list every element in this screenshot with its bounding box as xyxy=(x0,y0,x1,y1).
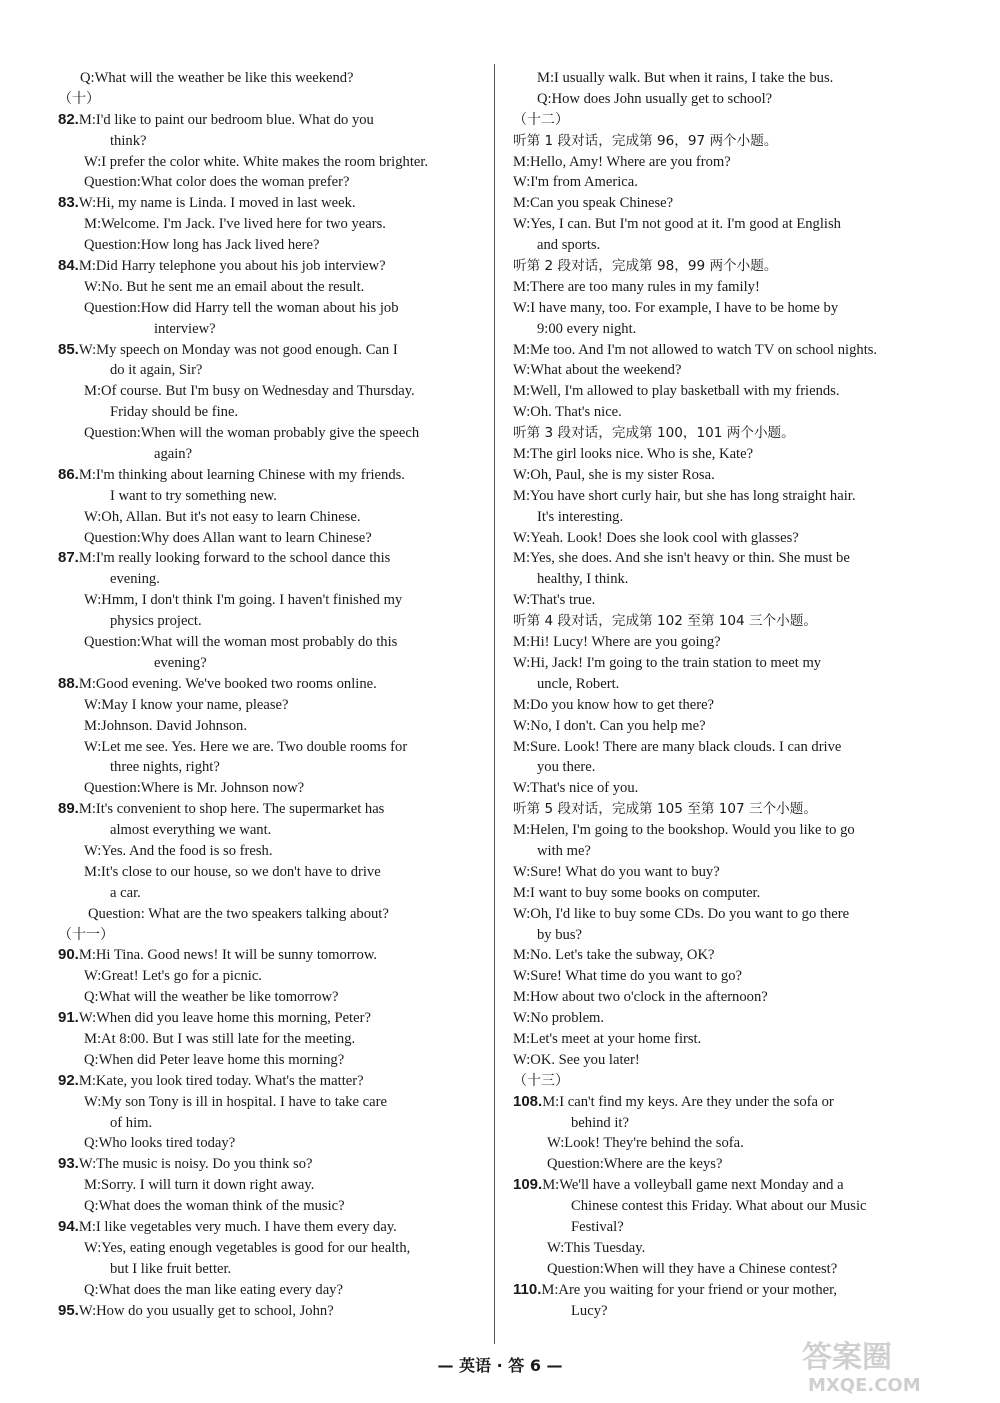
text-line xyxy=(58,68,483,89)
line-text: Question:What will the woman most probably do this xyxy=(84,634,398,651)
text-line xyxy=(58,1029,483,1050)
line-text: M:Hi! Lucy! Where are you going? xyxy=(513,634,721,651)
text-line xyxy=(513,110,943,131)
text-line xyxy=(513,444,943,465)
line-text: W:My speech on Monday was not good enough. Can I xyxy=(78,341,398,358)
line-text: 听第 4 段对话，完成第 102 至第 104 三个小题。 xyxy=(513,613,817,630)
line-text: I want to try something new. xyxy=(110,487,277,504)
text-line xyxy=(513,256,943,277)
line-text: Q:What does the man like eating every day? xyxy=(84,1281,343,1298)
right-column xyxy=(513,68,943,1321)
text-line xyxy=(58,298,483,319)
line-text: W:Yes. And the food is so fresh. xyxy=(84,842,273,859)
text-line xyxy=(58,340,483,361)
column-divider xyxy=(494,64,495,1344)
line-text: W:Yeah. Look! Does she look cool with glasses? xyxy=(513,529,799,546)
text-line xyxy=(513,1196,943,1217)
text-line xyxy=(513,820,943,841)
question-number: 89. xyxy=(58,800,79,818)
text-line xyxy=(513,1071,943,1092)
question-number: 85. xyxy=(58,340,79,358)
watermark-sub: MXQE.COM xyxy=(808,1375,921,1395)
text-line xyxy=(58,590,483,611)
text-line xyxy=(513,904,943,925)
line-text: almost everything we want. xyxy=(110,822,272,839)
text-line xyxy=(513,548,943,569)
line-text: Chinese contest this Friday. What about our Music xyxy=(571,1198,867,1215)
text-line xyxy=(58,716,483,737)
line-text: W:Oh, Paul, she is my sister Rosa. xyxy=(513,466,715,483)
text-line xyxy=(513,674,943,695)
line-text: Question:Why does Allan want to learn Chinese? xyxy=(84,529,372,546)
line-text: W:Oh. That's nice. xyxy=(513,404,622,421)
line-text: M:How about two o'clock in the afternoon? xyxy=(513,989,768,1006)
line-text: 听第 3 段对话，完成第 100，101 两个小题。 xyxy=(513,425,795,442)
line-text: Q:What will the weather be like this weekend? xyxy=(80,70,354,86)
text-line xyxy=(58,1175,483,1196)
text-line xyxy=(58,1050,483,1071)
text-line xyxy=(58,1238,483,1259)
line-text: do it again, Sir? xyxy=(110,362,203,379)
line-text: M:We'll have a volleyball game next Monday and a xyxy=(542,1177,844,1194)
text-line xyxy=(58,548,483,569)
question-number: 86. xyxy=(58,465,79,483)
line-text: behind it? xyxy=(571,1114,629,1131)
line-text: W:Yes, I can. But I'm not good at it. I'm good at English xyxy=(513,216,841,233)
line-text: W:Hi, Jack! I'm going to the train station to meet my xyxy=(513,654,822,671)
text-line xyxy=(513,360,943,381)
text-line xyxy=(513,528,943,549)
line-text: but I like fruit better. xyxy=(110,1260,232,1277)
line-text: W:Great! Let's go for a picnic. xyxy=(84,968,262,985)
text-line xyxy=(58,402,483,423)
text-line xyxy=(513,423,943,444)
text-line xyxy=(58,381,483,402)
text-line xyxy=(58,423,483,444)
line-text: W:May I know your name, please? xyxy=(84,696,289,713)
text-line xyxy=(58,611,483,632)
text-line xyxy=(58,820,483,841)
text-line xyxy=(58,256,483,277)
text-line xyxy=(58,152,483,173)
question-number: 95. xyxy=(58,1301,79,1319)
line-text: M:I can't find my keys. Are they under the sofa or xyxy=(542,1093,834,1110)
text-line xyxy=(513,841,943,862)
line-text: M:No. Let's take the subway, OK? xyxy=(513,947,715,964)
line-text: M:I'd like to paint our bedroom blue. What do you xyxy=(78,111,374,128)
text-line xyxy=(58,277,483,298)
text-line xyxy=(58,89,483,110)
line-text: W:That's nice of you. xyxy=(513,780,639,797)
line-text: W:That's true. xyxy=(513,592,596,609)
line-text: Friday should be fine. xyxy=(110,404,239,421)
text-line xyxy=(513,214,943,235)
text-line xyxy=(58,1217,483,1238)
text-line xyxy=(58,862,483,883)
text-line xyxy=(513,737,943,758)
line-text: W:No problem. xyxy=(513,1010,605,1027)
text-line xyxy=(513,1259,943,1280)
line-text: and sports. xyxy=(537,237,601,254)
line-text: three nights, right? xyxy=(110,759,220,776)
line-text: W:What about the weekend? xyxy=(513,362,682,379)
text-line xyxy=(58,486,483,507)
line-text: W:No, I don't. Can you help me? xyxy=(513,717,706,734)
text-line xyxy=(513,799,943,820)
text-line xyxy=(58,799,483,820)
line-text: W:Sure! What time do you want to go? xyxy=(513,968,742,985)
text-line xyxy=(513,1280,943,1301)
line-text: think? xyxy=(110,132,147,149)
text-line xyxy=(513,465,943,486)
line-text: M:Let's meet at your home first. xyxy=(513,1030,702,1047)
line-text: W:Yes, eating enough vegetables is good for our health, xyxy=(84,1239,411,1256)
text-line xyxy=(513,1301,943,1322)
text-line xyxy=(58,1154,483,1175)
line-text: M:You have short curly hair, but she has long straight hair. xyxy=(513,487,856,504)
line-text: W:OK. See you later! xyxy=(513,1051,640,1068)
line-text: M:I'm really looking forward to the school dance this xyxy=(78,550,391,567)
text-line xyxy=(58,945,483,966)
text-line xyxy=(58,1196,483,1217)
line-text: evening? xyxy=(154,654,207,671)
line-text: Question:Where are the keys? xyxy=(547,1156,723,1173)
line-text: M:Are you waiting for your friend or your mother, xyxy=(541,1281,838,1298)
text-line xyxy=(58,507,483,528)
line-text: Question:How long has Jack lived here? xyxy=(84,237,320,254)
question-number: 93. xyxy=(58,1155,79,1173)
text-line xyxy=(513,152,943,173)
line-text: M:I usually walk. But when it rains, I take the bus. xyxy=(537,70,834,86)
left-column xyxy=(58,68,483,1321)
line-text: Question:When will they have a Chinese contest? xyxy=(547,1260,838,1277)
line-text: again? xyxy=(154,446,193,463)
line-text: by bus? xyxy=(537,926,582,943)
text-line xyxy=(513,883,943,904)
line-text: Question:When will the woman probably give the speech xyxy=(84,425,420,442)
line-text: Q:What will the weather be like tomorrow? xyxy=(84,989,339,1006)
text-line xyxy=(58,465,483,486)
line-text: M:Well, I'm allowed to play basketball with my friends. xyxy=(513,383,840,400)
text-line xyxy=(513,1050,943,1071)
line-text: of him. xyxy=(110,1114,153,1131)
line-text: Question:How did Harry tell the woman about his job xyxy=(84,299,399,316)
text-line xyxy=(513,89,943,110)
line-text: M:I'm thinking about learning Chinese with my friends. xyxy=(78,466,405,483)
text-line xyxy=(513,1113,943,1134)
text-line xyxy=(513,1008,943,1029)
text-line xyxy=(58,674,483,695)
line-text: M:Johnson. David Johnson. xyxy=(84,717,247,734)
question-number: 88. xyxy=(58,674,79,692)
line-text: （十二） xyxy=(513,111,569,128)
line-text: M:Of course. But I'm busy on Wednesday and Thursday. xyxy=(84,383,415,400)
line-text: Q:Who looks tired today? xyxy=(84,1135,236,1152)
text-line xyxy=(58,319,483,340)
line-text: M:Helen, I'm going to the bookshop. Would you like to go xyxy=(513,822,855,839)
question-number: 94. xyxy=(58,1217,79,1235)
line-text: M:The girl looks nice. Who is she, Kate? xyxy=(513,446,754,463)
line-text: W:I prefer the color white. White makes the room brighter. xyxy=(84,153,429,170)
watermark-text: 答案圈 xyxy=(802,1340,892,1375)
line-text: M:At 8:00. But I was still late for the meeting. xyxy=(84,1030,356,1047)
line-text: It's interesting. xyxy=(537,508,624,525)
line-text: M:I like vegetables very much. I have them every day. xyxy=(78,1218,397,1235)
line-text: 9:00 every night. xyxy=(537,320,637,337)
line-text: healthy, I think. xyxy=(537,571,629,588)
text-line xyxy=(513,611,943,632)
line-text: W:Oh, I'd like to buy some CDs. Do you want to go there xyxy=(513,905,850,922)
text-line xyxy=(58,966,483,987)
text-line xyxy=(58,214,483,235)
line-text: M:Sorry. I will turn it down right away. xyxy=(84,1177,315,1194)
text-line xyxy=(58,737,483,758)
line-text: a car. xyxy=(110,884,141,901)
line-text: M:Me too. And I'm not allowed to watch TV on school nights. xyxy=(513,341,878,358)
line-text: M:Welcome. I'm Jack. I've lived here for two years. xyxy=(84,216,386,233)
text-line xyxy=(513,653,943,674)
text-line xyxy=(58,653,483,674)
line-text: M:It's close to our house, so we don't have to drive xyxy=(84,863,381,880)
line-text: Lucy? xyxy=(571,1302,608,1319)
text-line xyxy=(58,1092,483,1113)
text-line xyxy=(513,862,943,883)
line-text: physics project. xyxy=(110,613,202,630)
text-line xyxy=(58,1133,483,1154)
text-line xyxy=(58,360,483,381)
text-line xyxy=(58,569,483,590)
line-text: W:This Tuesday. xyxy=(547,1239,646,1256)
text-line xyxy=(58,987,483,1008)
line-text: M:Can you speak Chinese? xyxy=(513,195,674,212)
text-line xyxy=(58,632,483,653)
line-text: M:I want to buy some books on computer. xyxy=(513,884,761,901)
question-number: 83. xyxy=(58,194,79,212)
line-text: M:Do you know how to get there? xyxy=(513,696,715,713)
line-text: M:Hello, Amy! Where are you from? xyxy=(513,153,731,170)
line-text: W:My son Tony is ill in hospital. I have to take care xyxy=(84,1093,387,1110)
text-line xyxy=(513,131,943,152)
text-line xyxy=(58,1113,483,1134)
text-line xyxy=(58,1071,483,1092)
line-text: W:I'm from America. xyxy=(513,174,638,191)
text-line xyxy=(513,1029,943,1050)
line-text: Question: What are the two speakers talking about? xyxy=(88,905,389,922)
line-text: evening. xyxy=(110,571,160,588)
text-line xyxy=(513,340,943,361)
watermark-logo xyxy=(798,1333,988,1395)
line-text: 听第 5 段对话，完成第 105 至第 107 三个小题。 xyxy=(513,801,817,818)
question-number: 110. xyxy=(513,1280,542,1298)
line-text: W:Hmm, I don't think I'm going. I haven't finished my xyxy=(84,592,403,609)
line-text: M:There are too many rules in my family! xyxy=(513,278,760,295)
line-text: W:How do you usually get to school, John? xyxy=(78,1302,334,1319)
text-line xyxy=(513,987,943,1008)
text-line xyxy=(513,402,943,423)
question-number: 90. xyxy=(58,946,79,964)
text-line xyxy=(58,193,483,214)
text-line xyxy=(513,716,943,737)
line-text: Festival? xyxy=(571,1218,624,1235)
text-line xyxy=(513,298,943,319)
line-text: Q:How does John usually get to school? xyxy=(537,90,773,107)
text-line xyxy=(513,1154,943,1175)
text-line xyxy=(58,1280,483,1301)
text-line xyxy=(513,193,943,214)
line-text: W:Oh, Allan. But it's not easy to learn Chinese. xyxy=(84,508,361,525)
line-text: with me? xyxy=(537,842,591,859)
question-number: 92. xyxy=(58,1071,79,1089)
text-line xyxy=(513,68,943,89)
line-text: W:Hi, my name is Linda. I moved in last week. xyxy=(78,195,356,212)
text-line xyxy=(513,925,943,946)
line-text: （十） xyxy=(58,90,100,107)
line-text: （十三） xyxy=(513,1072,569,1089)
text-line xyxy=(513,507,943,528)
text-line xyxy=(58,1008,483,1029)
line-text: W:I have many, too. For example, I have to be home by xyxy=(513,299,839,316)
text-line xyxy=(58,528,483,549)
text-line xyxy=(58,110,483,131)
question-number: 84. xyxy=(58,257,79,275)
text-line xyxy=(58,778,483,799)
text-line xyxy=(513,590,943,611)
text-line xyxy=(58,841,483,862)
line-text: M:Good evening. We've booked two rooms online. xyxy=(78,675,377,692)
line-text: interview? xyxy=(154,320,216,337)
text-line xyxy=(513,778,943,799)
text-line xyxy=(513,1092,943,1113)
line-text: W:Let me see. Yes. Here we are. Two double rooms for xyxy=(84,738,408,755)
text-line xyxy=(58,1259,483,1280)
line-text: uncle, Robert. xyxy=(537,675,620,692)
text-line xyxy=(513,1217,943,1238)
text-line xyxy=(513,486,943,507)
line-text: M:Did Harry telephone you about his job interview? xyxy=(78,258,386,275)
line-text: M:Yes, she does. And she isn't heavy or thin. She must be xyxy=(513,550,850,567)
text-line xyxy=(58,695,483,716)
text-line xyxy=(513,277,943,298)
line-text: M:It's convenient to shop here. The supermarket has xyxy=(78,801,385,818)
text-line xyxy=(513,172,943,193)
line-text: Q:What does the woman think of the music? xyxy=(84,1198,345,1215)
line-text: M:Hi Tina. Good news! It will be sunny tomorrow. xyxy=(78,947,378,964)
text-line xyxy=(58,172,483,193)
line-text: 听第 2 段对话，完成第 98，99 两个小题。 xyxy=(513,258,778,275)
text-line xyxy=(513,381,943,402)
line-text: W:The music is noisy. Do you think so? xyxy=(78,1156,313,1173)
line-text: 听第 1 段对话，完成第 96，97 两个小题。 xyxy=(513,132,778,149)
line-text: Question:Where is Mr. Johnson now? xyxy=(84,780,305,797)
text-line xyxy=(513,695,943,716)
line-text: M:Sure. Look! There are many black clouds. I can drive xyxy=(513,738,842,755)
text-line xyxy=(513,632,943,653)
question-number: 87. xyxy=(58,549,79,567)
line-text: W:No. But he sent me an email about the result. xyxy=(84,278,365,295)
text-line xyxy=(513,1175,943,1196)
line-text: Q:When did Peter leave home this morning? xyxy=(84,1051,345,1068)
text-line xyxy=(513,1133,943,1154)
text-line xyxy=(513,235,943,256)
line-text: M:Kate, you look tired today. What's the matter? xyxy=(78,1072,364,1089)
text-line xyxy=(513,569,943,590)
line-text: W:Sure! What do you want to buy? xyxy=(513,863,720,880)
text-line xyxy=(58,883,483,904)
text-line xyxy=(58,235,483,256)
line-text: you there. xyxy=(537,759,596,776)
text-line xyxy=(513,319,943,340)
text-line xyxy=(513,1238,943,1259)
page-footer: — 英语 · 答 6 — xyxy=(437,1356,563,1375)
text-line xyxy=(513,945,943,966)
question-number: 82. xyxy=(58,110,79,128)
question-number: 91. xyxy=(58,1009,79,1027)
line-text: W:When did you leave home this morning, Peter? xyxy=(78,1010,371,1027)
text-line xyxy=(58,757,483,778)
line-text: Question:What color does the woman prefer? xyxy=(84,174,350,191)
text-line xyxy=(58,925,483,946)
text-line xyxy=(58,1301,483,1322)
text-line xyxy=(58,444,483,465)
text-line xyxy=(513,757,943,778)
line-text: W:Look! They're behind the sofa. xyxy=(547,1135,744,1152)
text-line xyxy=(58,904,483,925)
line-text: （十一） xyxy=(58,926,114,943)
question-number: 109. xyxy=(513,1176,543,1194)
question-number: 108. xyxy=(513,1092,543,1110)
text-line xyxy=(58,131,483,152)
text-line xyxy=(513,966,943,987)
